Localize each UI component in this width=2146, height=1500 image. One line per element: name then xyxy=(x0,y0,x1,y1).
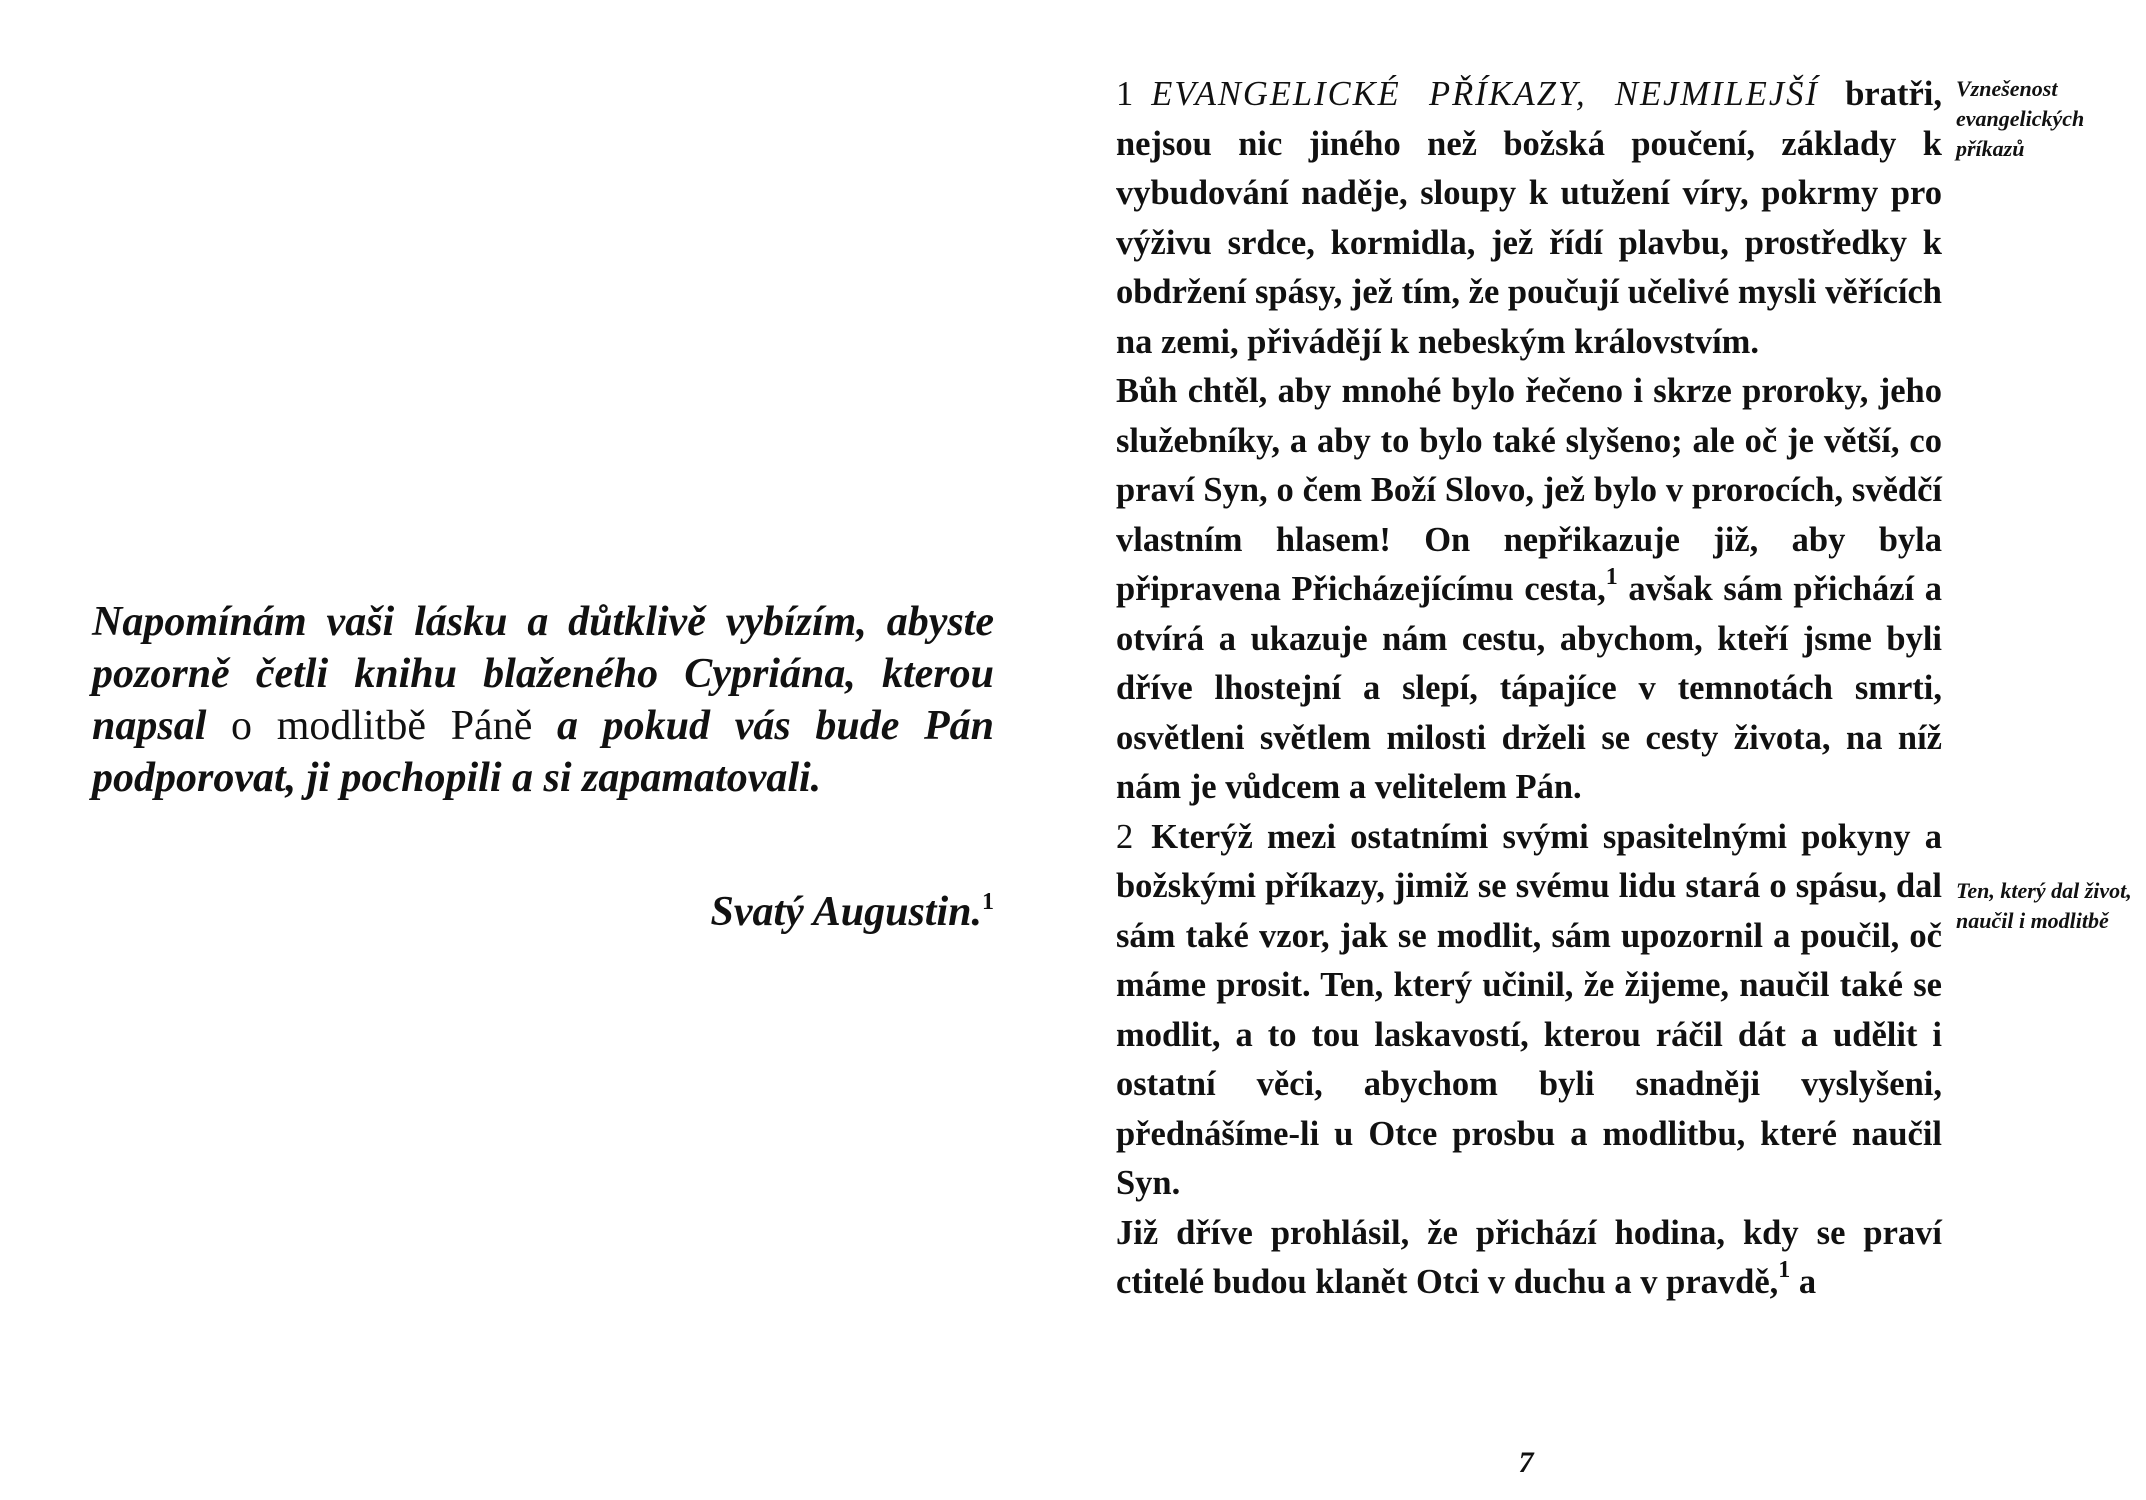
paragraph-4 xyxy=(1116,1209,1942,1308)
attribution-name: Svatý Augustin. xyxy=(710,889,982,935)
paragraph-4-text-a: Již dříve prohlásil, že přichází hodina, kdy se praví ctitelé budou klanět Otci v duchu a v pravdě, xyxy=(1116,1213,1942,1301)
paragraph-4-text-b: a xyxy=(1790,1263,1817,1301)
paragraph-2 xyxy=(1116,367,1942,813)
paragraph-4-footnote-marker: 1 xyxy=(1778,1257,1791,1283)
quote-part-3: a pokud vás bude Pán podporovat, ji pochopili a si zapamatovali. xyxy=(92,703,995,801)
section-1-paragraph xyxy=(1116,70,1942,367)
attribution-footnote-marker: 1 xyxy=(982,889,994,915)
section-1-text: bratři, nejsou nic jiného než božská poučení, základy k vybudování naděje, sloupy k utužení víry, pokrmy pro výživu srdce, kormidla, jež řídí plavbu, prostředky k obdržení spásy, jež tím, že poučují učelivé mysli věřících na zemi, přivádějí k nebeským královstvím. xyxy=(1116,75,1942,361)
paragraph-2-text-a: Bůh chtěl, aby mnohé bylo řečeno i skrze proroky, jeho služebníky, a aby to bylo také slyšeno; ale oč je větší, co praví Syn, o čem Boží Slovo, jež bylo v prorocích, svědčí vlastním hlasem! On nepřikazuje již, aby byla připravena Přicházejícímu cesta, xyxy=(1116,372,1942,608)
main-text-column xyxy=(1116,70,1942,1308)
margin-note-2: Ten, který dal život, naučil i modlitbě xyxy=(1956,878,2132,933)
section-1-heading: EVANGELICKÉ PŘÍKAZY, NEJMILEJŠÍ xyxy=(1151,75,1819,113)
section-2-text: Kterýž mezi ostatními svými spasitelnými pokyny a božskými příkazy, jimiž se svému lidu stará o spásu, dal sám také vzor, jak se modlit, sám upozornil a poučil, oč máme prosit. Ten, který učinil, že žijeme, naučil také se modlit, a to tou laskavostí, kterou ráčil dát a udělit i ostatní věci, abychom byli snadněji vyslyšeni, přednášíme-li u Otce prosbu a modlitbu, které naučil Syn. xyxy=(1116,817,1942,1202)
paragraph-2-footnote-marker: 1 xyxy=(1605,564,1618,590)
section-2-paragraph xyxy=(1116,813,1942,1209)
margin-note-1: Vznešenost evangelických příkazů xyxy=(1956,76,2085,161)
quote-part-2: o modlitbě Páně xyxy=(231,703,533,749)
section-number-2: 2 xyxy=(1116,817,1134,856)
paragraph-2-text-b: avšak sám přichází a otvírá a ukazuje nám cestu, abychom, kteří jsme byli dříve lhostejní a slepí, tápajíce v temnotách smrti, osvětleni světlem milosti drželi se cesty života, na níž nám je vůdcem a velitelem Pán. xyxy=(1116,570,1943,806)
section-number-1: 1 xyxy=(1116,75,1134,113)
quote-attribution xyxy=(560,886,994,938)
quote-part-1: Napomínám vaši lásku a důtklivě vybízím, abyste pozorně četli knihu blaženého Cypriána, kterou napsal xyxy=(92,599,994,749)
page-number: 7 xyxy=(1518,1446,1534,1479)
epigraph-quote xyxy=(92,596,994,804)
